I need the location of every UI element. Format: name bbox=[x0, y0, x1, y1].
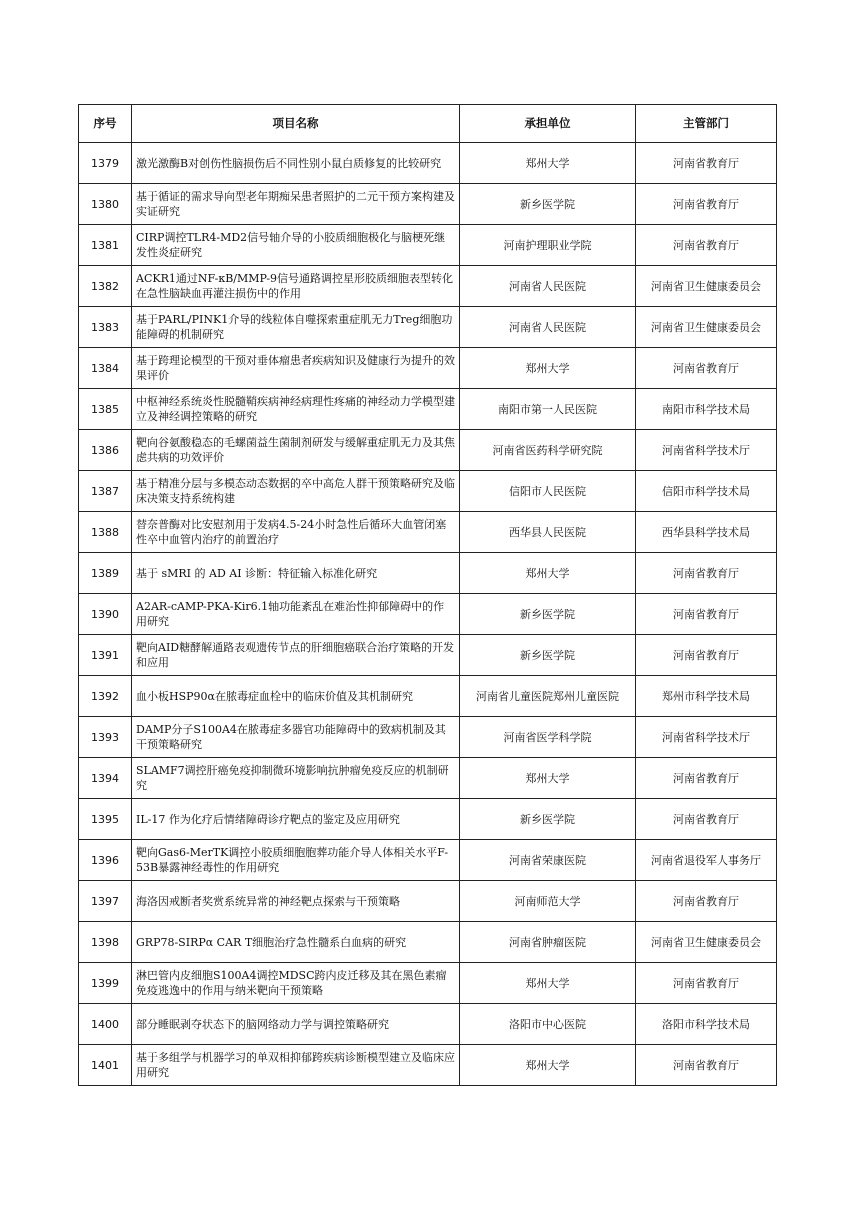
cell-name: 靶向Gas6-MerTK调控小胶质细胞胞葬功能介导人体相关水平F-53B暴露神经毒性的作用研究 bbox=[132, 840, 460, 881]
cell-unit: 郑州大学 bbox=[460, 348, 636, 389]
cell-dept: 河南省卫生健康委员会 bbox=[636, 266, 777, 307]
cell-unit: 新乡医学院 bbox=[460, 799, 636, 840]
table-body bbox=[79, 143, 777, 1086]
cell-seq: 1380 bbox=[79, 184, 132, 225]
cell-seq: 1388 bbox=[79, 512, 132, 553]
cell-name: 替奈普酶对比安慰剂用于发病4.5-24小时急性后循环大血管闭塞性卒中血管内治疗的前置治疗 bbox=[132, 512, 460, 553]
cell-seq: 1386 bbox=[79, 430, 132, 471]
header-department: 主管部门 bbox=[636, 105, 777, 143]
cell-name: 海洛因戒断者奖赏系统异常的神经靶点探索与干预策略 bbox=[132, 881, 460, 922]
cell-unit: 河南省医药科学研究院 bbox=[460, 430, 636, 471]
table-row bbox=[79, 922, 777, 963]
cell-seq: 1383 bbox=[79, 307, 132, 348]
cell-unit: 洛阳市中心医院 bbox=[460, 1004, 636, 1045]
cell-name: SLAMF7调控肝癌免疫抑制微环境影响抗肿瘤免疫反应的机制研究 bbox=[132, 758, 460, 799]
cell-seq: 1401 bbox=[79, 1045, 132, 1086]
table-row bbox=[79, 594, 777, 635]
cell-seq: 1381 bbox=[79, 225, 132, 266]
table-header bbox=[79, 105, 777, 143]
cell-seq: 1399 bbox=[79, 963, 132, 1004]
header-row bbox=[79, 105, 777, 143]
cell-unit: 郑州大学 bbox=[460, 143, 636, 184]
cell-unit: 郑州大学 bbox=[460, 963, 636, 1004]
table-row bbox=[79, 799, 777, 840]
cell-seq: 1391 bbox=[79, 635, 132, 676]
cell-dept: 河南省科学技术厅 bbox=[636, 717, 777, 758]
cell-dept: 信阳市科学技术局 bbox=[636, 471, 777, 512]
cell-unit: 河南省医学科学院 bbox=[460, 717, 636, 758]
cell-name: A2AR-cAMP-PKA-Kir6.1轴功能紊乱在难治性抑郁障碍中的作用研究 bbox=[132, 594, 460, 635]
cell-dept: 洛阳市科学技术局 bbox=[636, 1004, 777, 1045]
cell-dept: 河南省科学技术厅 bbox=[636, 430, 777, 471]
cell-unit: 河南护理职业学院 bbox=[460, 225, 636, 266]
cell-name: IL-17 作为化疗后情绪障碍诊疗靶点的鉴定及应用研究 bbox=[132, 799, 460, 840]
cell-name: 基于循证的需求导向型老年期痴呆患者照护的二元干预方案构建及实证研究 bbox=[132, 184, 460, 225]
cell-dept: 河南省教育厅 bbox=[636, 594, 777, 635]
cell-unit: 新乡医学院 bbox=[460, 184, 636, 225]
cell-name: DAMP分子S100A4在脓毒症多器官功能障碍中的致病机制及其干预策略研究 bbox=[132, 717, 460, 758]
cell-dept: 河南省教育厅 bbox=[636, 348, 777, 389]
cell-dept: 河南省教育厅 bbox=[636, 553, 777, 594]
cell-name: 基于 sMRI 的 AD AI 诊断：特征输入标准化研究 bbox=[132, 553, 460, 594]
cell-dept: 河南省退役军人事务厅 bbox=[636, 840, 777, 881]
cell-dept: 河南省教育厅 bbox=[636, 963, 777, 1004]
cell-dept: 河南省教育厅 bbox=[636, 143, 777, 184]
header-project-name: 项目名称 bbox=[132, 105, 460, 143]
cell-unit: 新乡医学院 bbox=[460, 594, 636, 635]
cell-name: 基于多组学与机器学习的单双相抑郁跨疾病诊断模型建立及临床应用研究 bbox=[132, 1045, 460, 1086]
table-row bbox=[79, 225, 777, 266]
cell-unit: 河南省肿瘤医院 bbox=[460, 922, 636, 963]
cell-name: 基于精准分层与多模态动态数据的卒中高危人群干预策略研究及临床决策支持系统构建 bbox=[132, 471, 460, 512]
cell-seq: 1385 bbox=[79, 389, 132, 430]
cell-seq: 1382 bbox=[79, 266, 132, 307]
cell-name: 淋巴管内皮细胞S100A4调控MDSC跨内皮迁移及其在黑色素瘤免疫逃逸中的作用与纳米靶向干预策略 bbox=[132, 963, 460, 1004]
cell-unit: 郑州大学 bbox=[460, 1045, 636, 1086]
cell-seq: 1379 bbox=[79, 143, 132, 184]
table-row bbox=[79, 348, 777, 389]
cell-seq: 1397 bbox=[79, 881, 132, 922]
cell-name: ACKR1通过NF-κB/MMP-9信号通路调控星形胶质细胞表型转化在急性脑缺血再灌注损伤中的作用 bbox=[132, 266, 460, 307]
cell-dept: 河南省教育厅 bbox=[636, 635, 777, 676]
cell-name: 基于跨理论模型的干预对垂体瘤患者疾病知识及健康行为提升的效果评价 bbox=[132, 348, 460, 389]
cell-dept: 南阳市科学技术局 bbox=[636, 389, 777, 430]
cell-name: 血小板HSP90α在脓毒症血栓中的临床价值及其机制研究 bbox=[132, 676, 460, 717]
table-row bbox=[79, 553, 777, 594]
cell-unit: 河南省儿童医院郑州儿童医院 bbox=[460, 676, 636, 717]
table-row bbox=[79, 676, 777, 717]
cell-name: CIRP调控TLR4-MD2信号轴介导的小胶质细胞极化与脑梗死继发性炎症研究 bbox=[132, 225, 460, 266]
table-row bbox=[79, 1045, 777, 1086]
table-row bbox=[79, 389, 777, 430]
cell-seq: 1398 bbox=[79, 922, 132, 963]
cell-seq: 1384 bbox=[79, 348, 132, 389]
cell-seq: 1396 bbox=[79, 840, 132, 881]
cell-unit: 信阳市人民医院 bbox=[460, 471, 636, 512]
table-row bbox=[79, 307, 777, 348]
header-unit: 承担单位 bbox=[460, 105, 636, 143]
table-row bbox=[79, 266, 777, 307]
cell-dept: 河南省教育厅 bbox=[636, 225, 777, 266]
table-row bbox=[79, 717, 777, 758]
table-row bbox=[79, 430, 777, 471]
cell-unit: 西华县人民医院 bbox=[460, 512, 636, 553]
cell-seq: 1387 bbox=[79, 471, 132, 512]
cell-dept: 河南省教育厅 bbox=[636, 758, 777, 799]
cell-dept: 西华县科学技术局 bbox=[636, 512, 777, 553]
cell-seq: 1393 bbox=[79, 717, 132, 758]
cell-dept: 河南省教育厅 bbox=[636, 184, 777, 225]
cell-name: 中枢神经系统炎性脱髓鞘疾病神经病理性疼痛的神经动力学模型建立及神经调控策略的研究 bbox=[132, 389, 460, 430]
cell-seq: 1392 bbox=[79, 676, 132, 717]
table-row bbox=[79, 840, 777, 881]
cell-seq: 1389 bbox=[79, 553, 132, 594]
table-row bbox=[79, 512, 777, 553]
table-row bbox=[79, 1004, 777, 1045]
table-row bbox=[79, 184, 777, 225]
cell-name: 靶向AID糖酵解通路表观遗传节点的肝细胞癌联合治疗策略的开发和应用 bbox=[132, 635, 460, 676]
cell-dept: 河南省教育厅 bbox=[636, 799, 777, 840]
cell-seq: 1400 bbox=[79, 1004, 132, 1045]
cell-unit: 河南师范大学 bbox=[460, 881, 636, 922]
cell-dept: 河南省卫生健康委员会 bbox=[636, 922, 777, 963]
table-row bbox=[79, 635, 777, 676]
table-row bbox=[79, 471, 777, 512]
cell-seq: 1390 bbox=[79, 594, 132, 635]
cell-unit: 南阳市第一人民医院 bbox=[460, 389, 636, 430]
table-row bbox=[79, 758, 777, 799]
cell-dept: 河南省教育厅 bbox=[636, 881, 777, 922]
table-row bbox=[79, 881, 777, 922]
cell-dept: 郑州市科学技术局 bbox=[636, 676, 777, 717]
cell-dept: 河南省卫生健康委员会 bbox=[636, 307, 777, 348]
cell-seq: 1394 bbox=[79, 758, 132, 799]
cell-name: 激光激酶B对创伤性脑损伤后不同性别小鼠白质修复的比较研究 bbox=[132, 143, 460, 184]
cell-name: 靶向谷氨酸稳态的毛螺菌益生菌制剂研发与缓解重症肌无力及其焦虑共病的功效评价 bbox=[132, 430, 460, 471]
header-seq: 序号 bbox=[79, 105, 132, 143]
cell-unit: 河南省人民医院 bbox=[460, 266, 636, 307]
cell-name: 部分睡眠剥夺状态下的脑网络动力学与调控策略研究 bbox=[132, 1004, 460, 1045]
cell-unit: 郑州大学 bbox=[460, 758, 636, 799]
table-row bbox=[79, 963, 777, 1004]
cell-unit: 郑州大学 bbox=[460, 553, 636, 594]
cell-dept: 河南省教育厅 bbox=[636, 1045, 777, 1086]
table-row bbox=[79, 143, 777, 184]
cell-name: 基于PARL/PINK1介导的线粒体自噬探索重症肌无力Treg细胞功能障碍的机制研究 bbox=[132, 307, 460, 348]
cell-unit: 河南省荣康医院 bbox=[460, 840, 636, 881]
cell-unit: 河南省人民医院 bbox=[460, 307, 636, 348]
cell-seq: 1395 bbox=[79, 799, 132, 840]
cell-name: GRP78-SIRPα CAR T细胞治疗急性髓系白血病的研究 bbox=[132, 922, 460, 963]
project-table bbox=[78, 104, 777, 1086]
cell-unit: 新乡医学院 bbox=[460, 635, 636, 676]
